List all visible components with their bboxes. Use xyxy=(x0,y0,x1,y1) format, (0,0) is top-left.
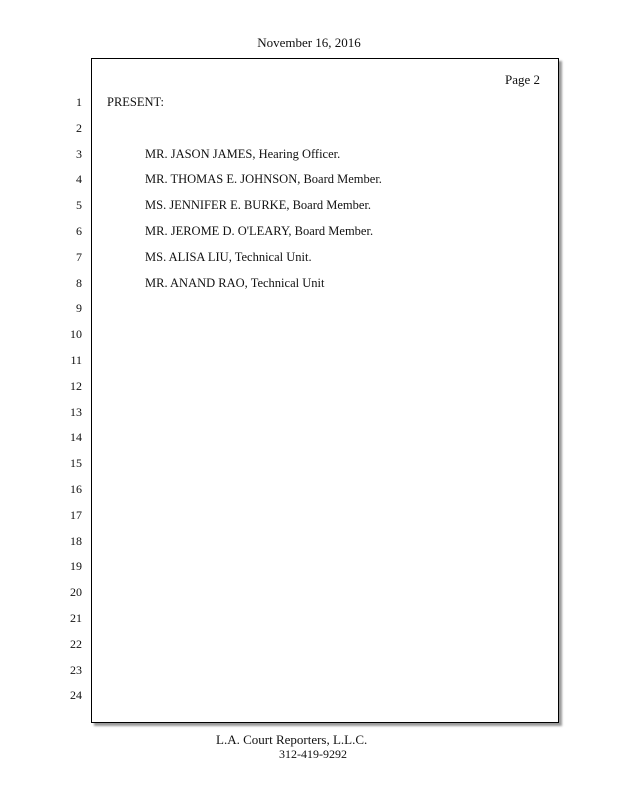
line-number: 8 xyxy=(76,275,82,290)
line-number: 5 xyxy=(76,198,82,213)
page-number: Page 2 xyxy=(504,72,540,87)
attendee-line: MR. ANAND RAO, Technical Unit xyxy=(145,275,325,290)
line-number: 20 xyxy=(70,585,82,600)
footer-phone: 312-419-9292 xyxy=(279,747,347,761)
line-number: 11 xyxy=(70,352,82,367)
line-number: 21 xyxy=(70,610,82,625)
line-number: 7 xyxy=(76,249,82,264)
transcript-content xyxy=(107,95,547,301)
line-number: 10 xyxy=(70,327,82,342)
line-number: 17 xyxy=(70,507,82,522)
present-heading: PRESENT: xyxy=(107,95,165,109)
attendee-line: MS. JENNIFER E. BURKE, Board Member. xyxy=(145,198,372,213)
line-number: 3 xyxy=(76,146,82,161)
attendee-line: MR. JEROME D. O'LEARY, Board Member. xyxy=(145,223,374,238)
footer-company: L.A. Court Reporters, L.L.C. xyxy=(216,732,368,747)
attendee-line: MR. THOMAS E. JOHNSON, Board Member. xyxy=(145,172,382,187)
line-number: 1 xyxy=(76,95,82,109)
line-number: 14 xyxy=(70,430,82,445)
line-number: 24 xyxy=(70,688,82,703)
blank-line xyxy=(107,121,547,147)
line-number: 13 xyxy=(70,404,82,419)
line-number: 4 xyxy=(76,172,82,187)
line-number: 6 xyxy=(76,223,82,238)
line-number: 12 xyxy=(70,378,82,393)
attendee-line: MR. JASON JAMES, Hearing Officer. xyxy=(145,146,341,161)
attendee-line: MS. ALISA LIU, Technical Unit. xyxy=(145,249,312,264)
line-number: 9 xyxy=(76,301,82,316)
line-number: 19 xyxy=(70,559,82,574)
line-number: 2 xyxy=(76,120,82,135)
line-number: 18 xyxy=(70,533,82,548)
line-numbers-column xyxy=(54,95,82,714)
line-number: 23 xyxy=(70,662,82,677)
line-number: 16 xyxy=(70,481,82,496)
header-date: November 16, 2016 xyxy=(257,35,361,50)
line-number: 22 xyxy=(70,636,82,651)
line-number: 15 xyxy=(70,456,82,471)
